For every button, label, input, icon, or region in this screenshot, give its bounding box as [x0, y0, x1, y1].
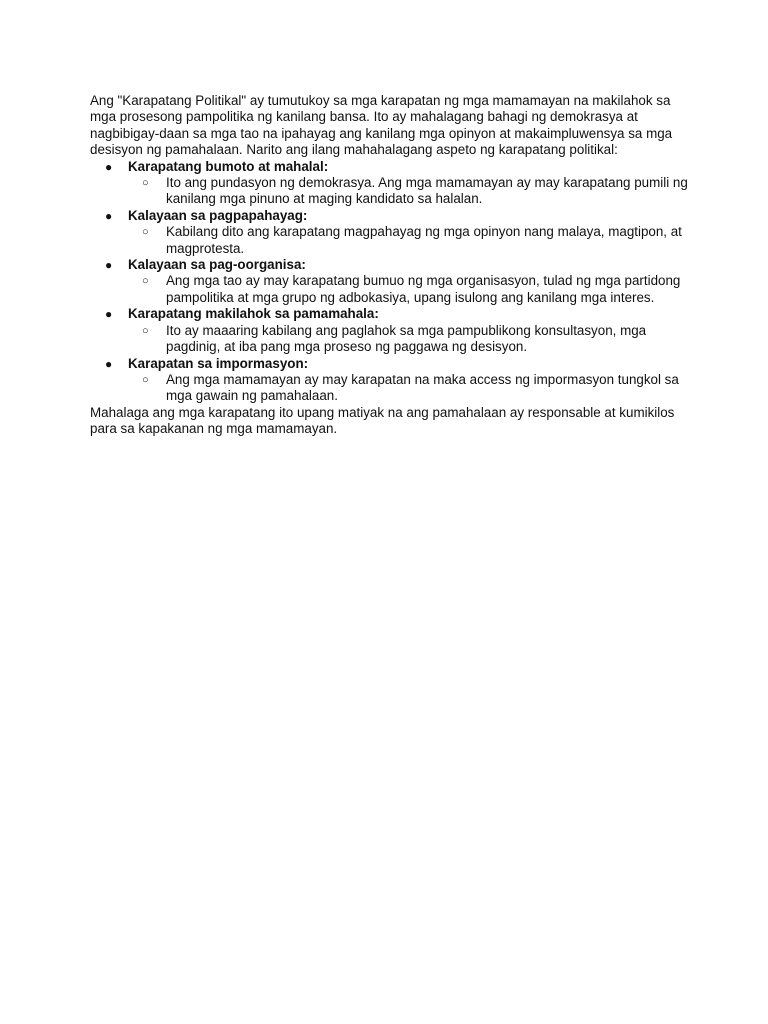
- sub-bullet-icon: ○: [142, 275, 149, 288]
- item-heading: Karapatan sa impormasyon:: [128, 355, 309, 371]
- sub-bullet-icon: ○: [142, 226, 149, 239]
- item-detail: Kabilang dito ang karapatang magpahayag ng mga opinyon nang malaya, magtipon, at magprotesta.: [166, 224, 682, 256]
- list-item: [90, 356, 690, 405]
- bullet-icon: ●: [105, 356, 113, 371]
- sub-list-item: [128, 323, 690, 356]
- item-heading: Kalayaan sa pag-oorganisa:: [128, 257, 306, 273]
- list-item: [90, 208, 690, 257]
- sub-list-item: [128, 175, 690, 208]
- sub-list: [128, 273, 690, 306]
- document-body: [90, 93, 690, 438]
- conclusion-paragraph: Mahalaga ang mga karapatang ito upang matiyak na ang pamahalaan ay responsable at kumikilos para sa kapakanan ng mga mamamayan.: [90, 404, 675, 437]
- item-heading: Karapatang bumoto at mahalal:: [128, 158, 329, 174]
- sub-bullet-icon: ○: [142, 177, 149, 190]
- item-detail: Ito ang pundasyon ng demokrasya. Ang mga mamamayan ay may karapatang pumili ng kanilang mga pinuno at maging kandidato sa halalan.: [166, 175, 688, 207]
- list-item: [90, 257, 690, 306]
- item-detail: Ito ay maaaring kabilang ang paglahok sa mga pampublikong konsultasyon, mga pagdinig, at iba pang mga proseso ng paggawa ng desisyon.: [166, 322, 647, 355]
- rights-list: [90, 159, 690, 405]
- bullet-icon: ●: [105, 159, 113, 174]
- item-heading: Kalayaan sa pagpapahayag:: [128, 207, 308, 223]
- sub-list-item: [128, 273, 690, 306]
- sub-list: [128, 372, 690, 405]
- bullet-icon: ●: [105, 258, 113, 273]
- list-item: [90, 159, 690, 208]
- intro-paragraph: Ang "Karapatang Politikal" ay tumutukoy sa mga karapatan ng mga mamamayan na makilahok sa mga prosesong pampolitika ng kanilang bansa. Ito ay mahalagang bahagi ng demokrasya at nagbibigay-daan sa mga tao na ipahayag ang kanilang mga opinyon at makaimpluwensya sa mga desisyon ng pamahalaan. Narito ang ilang mahahalagang aspeto ng karapatang politikal:: [90, 93, 673, 158]
- sub-bullet-icon: ○: [142, 373, 149, 386]
- sub-list: [128, 323, 690, 356]
- bullet-icon: ●: [105, 208, 113, 223]
- list-item: [90, 306, 690, 355]
- sub-bullet-icon: ○: [142, 324, 149, 337]
- sub-list: [128, 224, 690, 257]
- bullet-icon: ●: [105, 307, 113, 322]
- item-detail: Ang mga mamamayan ay may karapatan na maka access ng impormasyon tungkol sa mga gawain ng pamahalaan.: [166, 371, 679, 404]
- sub-list: [128, 175, 690, 208]
- sub-list-item: [128, 372, 690, 405]
- sub-list-item: [128, 224, 690, 257]
- item-detail: Ang mga tao ay may karapatang bumuo ng mga organisasyon, tulad ng mga partidong pampolitika at mga grupo ng adbokasiya, upang isulong ang kanilang mga interes.: [166, 273, 681, 305]
- item-heading: Karapatang makilahok sa pamamahala:: [128, 306, 379, 322]
